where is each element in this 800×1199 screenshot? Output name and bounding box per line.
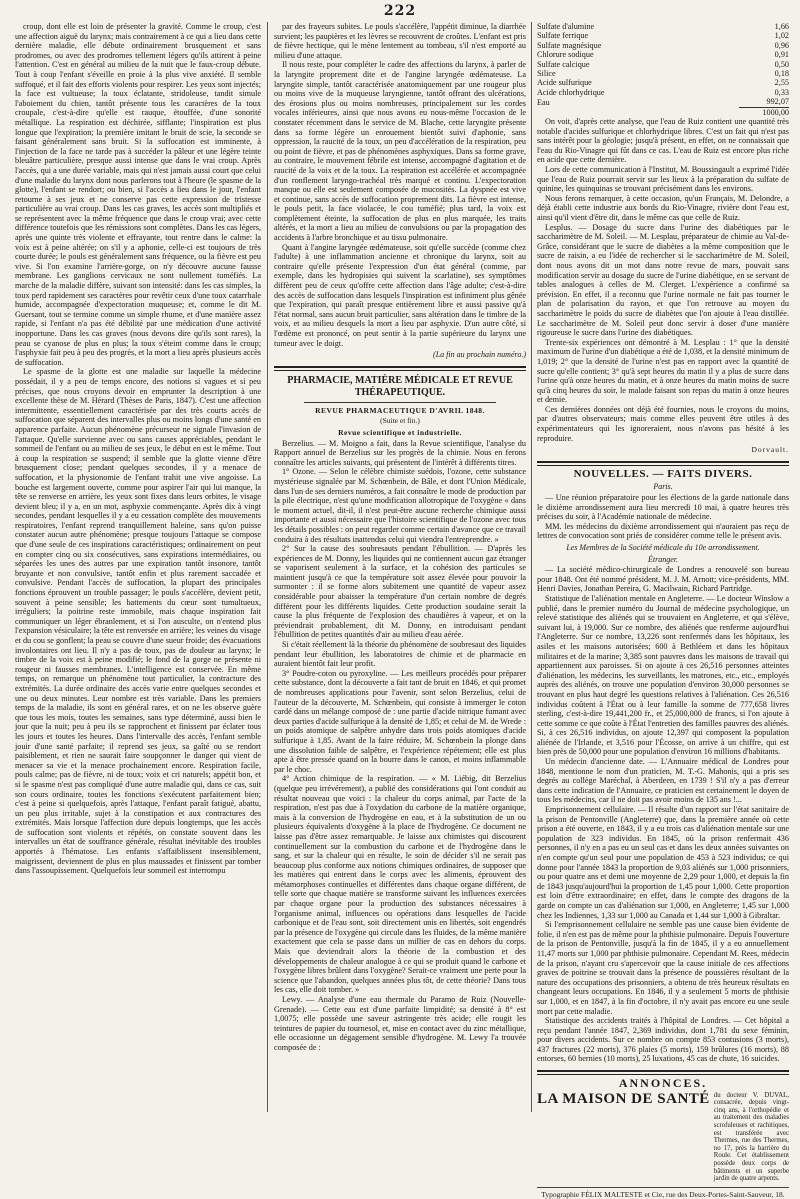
imprint: Typographie FÉLIX MALTESTE et Cie, rue des Deux-Portes-Saint-Sauveur, 18. [537, 1187, 789, 1199]
analysis-value: 0,91 [774, 50, 789, 60]
paragraph: croup, dont elle est loin de présenter la gravité. Comme le croup, c'est une affection aiguë du larynx; mais contrairement à ce qui a lieu dans cette dernière maladie, elle débute ordinairement brusquement et sans prodromes, ou avec des prodromes tellement légers qu'ils attirent à peine l'attention. C'est en général au milieu de la nuit que le faux-croup débute. Tout à coup l'enfant s'éveille en proie à la plus vive anxiété. Il semble suffoqué, et il fait des efforts violents pour respirer. Les yeux sont injectés; la face est vultueuse; la toux éclatante, stridoleuse, tandit simule l'aboiement du chien, tantôt présente tous les caractères de la toux croupale, c'est-à-dire qu'elle est rauque, étouffée, d'une sonorité métallique. La respiration est déchirée, sifflante; l'inspiration est plus longue que l'expiration; la première imitant le bruit de scie, la seconde se faisant généralement sans bruit. Si la suffocation est imminente, à l'injection de la face ne tarde pas à succéder la pâleur et une légère teinte bleuâtre particulière, presque aussi intense que dans le vrai croup. Après l'accès, qui a une durée variable, mais qui n'est jamais aussi court que celui d'une maladie du larynx dont nous parlerons tout à l'heure (le spasme de la glotte), l'enfant se rendort; ou bien, si l'accès a lieu dans le jour, l'enfant retourne à ses jeux et ne conserve pas cette expression de tristesse particulière au vrai croup. Dans les cas graves, les accès sont multipliés et se représentent avec la même fréquence que dans le croup vrai; avec cette différence toutefois que les rémissions sont complètes. Dans les cas légers, après une quinte très violente et effrayante, tout rentre dans le calme: la voix est à peine altérée; on s'il y a aphonie, celle-ci est toujours de très courte durée; le pouls est généralement sans fréquence, ou la fièvre est peu vive. Si l'on examine l'arrière-gorge, on n'y découvre aucune fausse membrane. Les ganglions cervicaux ne sont nullement tuméfiés. La marche de la maladie diffère, suivant son intensité: dans les cas simples, la toux perd rapidement ses caractères pour revêtir ceux d'une toux catarrhale humide, accompagnée d'expectoration muqueuse; et, comme le dit M. Guersant, tout se termine comme un simple rhume, et d'une manière assez rapide, si l'enfant n'a pas été débilité par une médication d'une activité inopportune. Dans les cas graves (nous devons dire qu'ils sont rares), la peau se cyanose de plus en plus; la toux s'éteint comme dans le croup; l'asphyxie fait peu à peu des progrès, et la mort a lieu après plusieurs accès de suffocation. [15, 22, 261, 367]
analysis-row [537, 22, 789, 31]
analysis-value: 1,02 [774, 31, 789, 41]
ad-text: du docteur V. DUVAL, consacrée, depuis vingt-cinq ans, à l'orthopédie et au traitement des maladies scrofuleuses et rachitiques, est transférée avec Thermes, rue des Thermes, no 17, près la barrière du Roule. Cet établissement possède deux corps de bâtiments et un superbe jardin de quatre arpents. [713, 1091, 789, 1183]
analysis-value: 0,96 [774, 40, 789, 50]
divider [304, 402, 496, 403]
paragraph: 2° Sur la cause des soubresauts pendant l'ébullition. — D'après les expériences de M. Donny, les liquides qui ne contiennent aucun gaz étranger se vaporisent seulement à la surface, et la cohésion des particules se maintient jusqu'à ce que la température soit assez élevée pour pouvoir la surmonter : il se forme alors subitement une quantité de vapeur assez considérable pour abaisser la température d'un certain nombre de degrés différent pour les différents liquides. Cette production soudaine serait la cause la plus fréquente de l'explosion des chaudières à vapeur, et on la préviendrait probablement, dit M. Donny, en introduisant pendant l'ébullition de petites quantités d'air au milieu d'eau aérée. [274, 544, 526, 640]
paragraph: Si l'emprisonnement cellulaire ne semble pas une cause bien évidente de folie, il n'en est pas de même pour la phthisie pulmonaire. Depuis l'ouverture de la prison de Pentonville, jusqu'à la fin de 1845, il y a eu annuellement 11,47 morts sur 1,000 par phthisie pulmonaire. Cependant M. Rees, médecin de la prison, n'ayant cru s'apercevoir que la cause initiale de ces affections graves de poitrine se trouvait dans la présence de poussières résultant de la nature des occupations des prisonniers, a obtenu de très heureux résultats en changeant leurs occupations. En 1846, il y a seulement 5 morts de phthisie sur 1,000, et en 1847, à la fin d'octobre, il n'y avait pas encore eu une seule mort par cette maladie. [537, 920, 789, 1016]
ad-headline: LA MAISON DE SANTÉ [537, 1090, 710, 1107]
analysis-substance: Sulfate magnésique [537, 40, 602, 50]
analysis-substance: Sulfate d'alumine [537, 22, 595, 31]
analysis-substance: Chlorure sodique [537, 50, 594, 60]
paragraph: Lewy. — Analyse d'une eau thermale du Paramo de Ruiz (Nouvelle-Grenade). — Cette eau est d'une parfaite limpidité; sa densité à 8° est 1,0075; elle possède une saveur astringente très acide; elle rougit les teintures de papier du tournesol, et, mise en contact avec du zinc métallique, elle occasionne un dégagement sensible d'hydrogène. M. Lewy l'a trouvée composée de : [274, 995, 526, 1052]
analysis-row [537, 78, 789, 87]
continuation-note: (La fin au prochain numéro.) [433, 350, 526, 360]
paragraph: On voit, d'après cette analyse, que l'eau de Ruiz contient une quantité très notable d'acides sulfurique et chlorhydrique libres. C'est un fait qui n'est pas sans intérêt pour la géologie; jusqu'à présent, en effet, on ne connaissait que l'eau du Rio-Vinagre qui fût dans ce cas. L'eau de Ruiz est encore plus riche en acide que cette dernière. [537, 117, 789, 165]
author-signature: Dorvault. [751, 445, 789, 455]
news-title: NOUVELLES. — FAITS DIVERS. [573, 467, 753, 480]
section-divider [274, 366, 526, 371]
analysis-value: 1,66 [774, 22, 789, 31]
column-middle [274, 22, 526, 1112]
paragraph: Statistique des accidents traités à l'hôpital de Londres. — Cet hôpital a reçu pendant l'année 1847, 2,369 individus, dont 1,781 du sexe féminin, pour divers accidents. Sur ce nombre on compte 853 contusions (3 morts), 437 fractures (22 morts), 376 plaies (5 morts), 159 brûlures (16 morts), 88 entorses, 60 hernies (10 morts), 25 luxations, 45 cas de chute, 16 suicides. [537, 1016, 789, 1064]
analysis-row [537, 50, 789, 59]
column-right [537, 22, 789, 1199]
analysis-substance: Acide chlorhydrique [537, 87, 605, 97]
analysis-row [537, 69, 789, 78]
analysis-row [537, 88, 789, 97]
paragraph: Trente-six expériences ont démontré à M. Lesplau : 1° que la densité maximum de l'urine d'un diabétique a été de 1,038, et la densité minimum de 1,019; 2° que la densité de l'urine n'est pas en rapport avec la quantité de sucre qu'elle contient; 3° qu'à sept heures du matin il y a plus de sucre dans l'urine qu'à onze heures du matin, et à onze heures du matin moins de sucre qu'à cinq heures du soir, le malade faisant son repas du matin à onze heures et demie. [537, 337, 789, 405]
section-divider [537, 461, 789, 466]
analysis-substance: Acide sulfurique [537, 78, 592, 88]
paragraph: — Une réunion préparatoire pour les élections de la garde nationale dans le dixième arrondissement aura lieu mercredi 10 mai, à quatre heures très précises du soir, à l'Académie nationale de médecine. [537, 493, 789, 522]
analysis-substance: Sulfate calcique [537, 59, 590, 69]
analysis-value: 0,50 [774, 59, 789, 69]
news-place-foreign: Étranger. [648, 554, 678, 564]
analysis-row [537, 60, 789, 69]
analysis-table [537, 22, 789, 117]
column-left [15, 22, 261, 1112]
paragraph: Berzelius. — M. Moigno a fait, dans la Revue scientifique, l'analyse du Rapport annuel de Berzelius sur les progrès de la chimie. Nous en ferons connaître les articles suivants, qui présentent de l'intérêt à différents titres. [274, 438, 526, 467]
paragraph: Lesplus. — Dosage du sucre dans l'urine des diabétiques par le saccharimètre de M. Soleil. — M. Lesplau, préparateur de chimie au Val-de-Grâce, considérant que le sucre de diabètes a la même composition que le sucre de raisin, a eu l'idée de rechercher si le saccharimètre de M. Soleil, dont nous avons dit un mot dans notre revue de mars, pouvait sans modification servir au dosage du sucre de l'urine diabétique, en se servant de tables analogues à celles de M. Clerget. L'expérience a confirmé sa prévision. En effet, il a reconnu que l'urine normale ne fait pas tourner le plan de polarisation du rayon, et que l'on retrouve au moyen du saccharimètre le poids du sucre de diabètes que l'on ajoute à l'eau distillée. Le saccharimètre de M. Soleil peut donc servir à doser d'une manière rigoureuse le sucre dans l'urine des diabétiques. [537, 222, 789, 338]
paragraph: Le spasme de la glotte est une maladie sur laquelle la médecine possédait, il y a peu de temps encore, des notions si vagues et si peu précises, que nous croyons devoir en emprunter la description à une excellente thèse de M. Hérard (Thèses de Paris, 1847). C'est une affection intermittente, essentiellement caractérisée par des très courts accès de suffocation que séparent des intervalles plus ou moins longs d'une santé en apparence parfaite. Aucun phénomène précurseur ne signale l'invasion de l'attaque. Qu'elle survienne avec ou sans causes appréciables, pendant le sommeil de l'enfant ou au milieu de ses jeux, le début en est le même. Tout à coup la respiration se suspend; il semble que la glotte vienne d'être brusquement close; pendant quelques secondes, il y a menace de suffocation, et la physionomie de l'enfant trahit une vive angoisse. La bouche est largement ouverte, comme pour aspirer l'air qui lui manque, la tête se renverse en arrière, les yeux sont fixes dans leurs orbites, le visage devient bleu; il y a, en un mot, asphyxie commençante. Après dix à vingt secondes, pendant lesquelles il y a eu cessation complète des mouvements respiratoires, l'enfant reprend tranquillement haleine, sans qu'on puisse constater aucun autre phénomène; presque toujours l'attaque se compose que d'une seule de ces inspirations caractéristiques; ordinairement on peut en compter cinq ou six consécutives, sans expirations intermédiaires, ou séparées les unes des autres par une expiration tantôt insonore, tantôt bruyante et non convulsive, tantôt enfin et plus rarement saccadée et convulsive. Pendant l'accès de suffocation, la plupart des principales fonctions éprouvent un trouble passager; le pouls s'accélère, devient petit, souvent à peine sensible; les battements du cœur sont tumultueux, irréguliers; la poitrine reste immobile, mais chaque inspiration fait communiquer un léger ébranlement, et si l'on ausculte, on n'entend plus l'expansion vésiculaire; la tête est renversée en arrière; les veines du visage et du cou se gonflent; la peau se couvre d'une sueur froide; des évacuations involontaires ont lieu. Il n'y a pas de toux, pas de douleur au larynx; le timbre de la voix est à peine modifié; le fond de la gorge ne présente ni rougeur ni fausses membranes. L'intelligence est conservée. En même temps, on remarque un phénomène tout particulier, la contracture des extrémités. La durée ordinaire des accès varie entre quelques secondes et une ou deux minutes. Leur nombre est très variable. Dans les premiers temps de la maladie, ils sont en général rares, et on ne les observe guère que tous les mois, toutes les semaines, sans type déterminé, aussi bien le jour que la nuit; peu à peu ils se rapprochent et finissent par éclater tous les jours et toutes les heures. Dans l'intervalle des accès, l'enfant semble jouir d'une santé parfaite; il reprend ses jeux, sa gaîté ou se rendort paisiblement, et rien ne saurait faire soupçonner le danger qui vient de menacer sa vie et la menace prochainement encore. Respiration facile, pouls calme; pas de fièvre, ni de toux; voix et cri naturels; appétit bon, et si le spasme n'est pas compliqué d'une autre maladie qui, dans ce cas, suit son cours ordinaire, toutes les fonctions s'exécutent parfaitement bien; c'est à peine si quelquefois, après l'attaque, l'enfant paraît fatigué, abattu, un peu plus irritable, sujet à la constipation et aux contractures des extrémités. Mais lorsque l'affection dure depuis longtemps, que les accès de suffocation sont violents et répétés, on constate souvent dans les intervalles un état de souffrance générale, résultat inévitable des troubles apportés à l'hématose. Les enfants s'affaiblissent insensiblement, maigrissent, deviennent de plus en plus maussades et finissent par tomber dans l'assoupissement. Quelquefois leur sommeil est interrompu [15, 367, 261, 876]
analysis-substance: Sulfate ferrique [537, 31, 589, 41]
analysis-row [537, 31, 789, 40]
analysis-substance: Silice [537, 69, 556, 79]
paragraph: Emprisonnement cellulaire. — Il résulte d'un rapport sur l'état sanitaire de la prison de Pentonville (Angleterre) que, dans la première année où cette prison a été ouverte, en 1843, il y a eu trois cas d'aliénation mentale sur une population de 323 individus. En 1845, où la prison renfermait 436 personnes, il n'y en a pas eu un seul cas et dans les deux années suivantes on n'en compte qu'un seul pour une population de 453 à 523 individus; ce qui donne pour l'année 1843 la proportion de 9,03 aliénés sur 1,000 prisonniers, ou pour quatre ans et demi une moyenne de 2,29 pour 1,000, et depuis la fin de 1843 jusqu'aujourd'hui la proportion de 1,45 pour 1,000. Cette proportion est loin d'être extraordinaire; en effet, dans le compte des dragons de la garde on compte un cas d'aliénation sur 1,000, en Angleterre; 1,45 sur 1,000 chez les Indiennes, 1,33 sur 1,000 au Canada et 1,44 sur 1,000 à Gibraltar. [537, 805, 789, 920]
analysis-value: 0,18 [774, 69, 789, 79]
paragraph: MM. les médecins du dixième arrondissement qui n'auraient pas reçu de lettres de convocation sont priés de considérer comme telle le présent avis. [537, 521, 789, 541]
review-heading: Revue scientifique et industrielle. [338, 427, 462, 437]
analysis-substance: Eau [537, 97, 550, 107]
paragraph: Il nous reste, pour compléter le cadre des affections du larynx, à parler de la laryngite proprement dite et de l'angine laryngée œdémateuse. La laryngite simple, tantôt caractérisée anatomiquement par une rougeur plus ou moins vive de la muqueuse laryngienne, tantôt offrant des ulcérations, des érosions plus ou moins nombreuses, principalement sur les cordes vocales inférieures, ainsi que nous avons eu nous-même l'occasion de le constater récemment dans le service de M. Blache, cette laryngite présente dans sa forme légère un enrouement bientôt suivi d'aphonie, sans oppression, la raucité de la toux, un peu d'accélération de la respiration, peu ou point de fièvre, et pas de phénomènes asphyxiques. Dans sa forme grave, au contraire, le mouvement fébrile est intense, accompagné d'agitation et de raucité de la voix et de la toux. La respiration est accélérée et accompagnée d'un ronflement laryngo-trachéal très marqué et continu. L'expectoration manque ou elle est seulement composée de mucosités. La dyspnée est vive et continue, sans accès de suffocation proprement dits. La fièvre est intense, le pouls petit, la face violacée, le cou tuméfié; plus tard, la voix est complètement éteinte, la suffocation de plus en plus marquée, les traits altérés, et la mort a lieu au milieu de convulsions ou par la propagation des accidents à l'arbre bronchique et au tissu pulmonaire. [274, 60, 526, 243]
paragraph: 4° Action chimique de la respiration. — « M. Liébig, dit Berzelius (quelque peu irrévérement), a publié des considérations qui l'ont conduit au résultat nouveau que voici : la chaleur du corps animal, par l'acte de la respiration, n'est pas due à l'oxydation du carbone de la matière organique, mais à la conversion de l'hydrogène en eau, et à la substitution de un ou plusieurs équivalents d'oxygène à la place de l'hydrogène. Ce document ne laisse pas d'être assez remarquable. Je laisse aux chimistes qui discourent continuellement sur la combustion du carbone et de l'hydrogène dans le sang, et sur la chaleur qui en résulte, le soin de décider s'il ne serait pas beaucoup plus conforme aux notions chimiques ordinaires, de supposer que les matières qui entrent dans le corps avec les aliments, éprouvent des métamorphoses continuelles et différentes dans chaque organe différent, de telle sorte que chaque matière se transforme suivant les influences exercées par chaque organe pour la production des substances nécessaires à l'organisme animal, influences ou opérations dans lesquelles de l'acide carbonique et de l'eau sont, soit directement unis en libertés, soit engendrés par la présence de l'oxygène qui circule dans les fluides, de la même manière exactement que cela se passe dans un millier de cas en dehors du corps. Mais que deviendrait alors la théorie de la combustion et des développements de chaleur analogue à ce qui se produit quand le carbone et l'oxygène libres brûlent dans l'oxygène? Serait-ce vraiment une perte pour la science que l'abandon, quelques années plus tôt, de cette théorie? Dans tous les cas, elle doit tomber. » [274, 774, 526, 995]
section-divider [537, 1070, 789, 1075]
paragraph: Ces dernières données ont déjà été fournies, nous le croyons du moins, par d'autres observateurs; mais comme elles peuvent être utiles à des expérimentateurs qui les ignoreraient, nous n'avons pas hésité à les reproduire. [537, 404, 789, 443]
news-signature: Les Membres de la Société médicale du 10e arrondissement. [566, 543, 760, 552]
paragraph: Statistique de l'aliénation mentale en Angleterre. — Le docteur Winslow a publié, dans le premier numéro du Journal de médecine psychologique, un relevé statistique des aliénés qui se trouvaient en Angleterre, et qui s'élève, suivant lui, à 19,000. Sur ce nombre, des aliénés que renferme aujourd'hui l'Angleterre. Sur ce nombre, 13,226 sont renfermés dans les hôpitaux, les asiles et les maisons autorisées; 600 à Bethléem et dans les hôpitaux militaires et de la marine; 3,385 sont pauvres dans les maisons de travail qui appartiennent aux paroisses. Si on ajoute à ces 26,516 personnes atteintes d'aliénation, les médecins, les surveillants, les matrones, etc., etc., employés auprès des aliénés, on trouve une population d'environ 30,000 personnes se trouvant en plus haut degré les questions relatives à l'aliénation. Ces 26,516 individus coûtent à l'État ou à leur famille la somme de 777,658 livres sterling, c'est-à-dire 19,441,200 fr., et 25,000,000 de francs, si l'on ajoute à cette somme ce que coûte à l'État l'entretien des familles pauvres des aliénés. Si, à ces 26,516 individus, on ajoute 12,397 qui composent la population aliénée de l'Irlande, et 3,516 pour l'Écosse, on arrive à un chiffre, qui est bien près de 50,000 pour une population d'environ 16 millions d'habitants. [537, 593, 789, 757]
analysis-value: 2,55 [774, 78, 789, 88]
paragraph: Un médecin d'ancienne date. — L'Annuaire médical de Londres pour 1848, mentionne le nom d'un praticien, M. T.-G. Mahonis, qui a pris ses degrés au collège Maréchal, à Aberdeen, en 1739 ! S'il n'y a pas d'erreur dans cette indication de l'Annuaire, ce praticien est certainement le doyen de tous les médecins, car il ne doit pas avoir moins de 135 ans !... [537, 757, 789, 805]
analysis-row [537, 41, 789, 50]
review-subtitle: (Suite et fin.) [380, 416, 420, 426]
paragraph: Si c'était réellement là la théorie du phénomène de soubresaut des liquides pendant leur ébullition, les laboratoires de chimie et de pharmacie en auraient bientôt fait leur profit. [274, 640, 526, 669]
paragraph: 3° Poudre-coton ou pyroxyline. — Les meilleurs procédés pour préparer cette substance, dont la découverte a fait tant de bruit en 1846, et qui promet de nombreuses applications pour l'avenir, sont selon Berzelius, celui de l'auteur de la découverte, M. Schœnbein, qui consiste à immerger le coton cardé dans un mélange composé de : une partie d'acide nitrique fumant avec deux parties d'acide sulfurique à la densité de 1,85; et celui de M. de Wrede : un poids atomique de salpêtre anhydre dans trois poids atomiques d'acide sulfurique à 1,85. Avant de la faire réduire, M. Schœnbein la plonge dans une dissolution faible de salpêtre, et l'expérience répétement; elle est plus apte à être pressée quand on la bourre dans le canon, et moins inflammable par le choc. [274, 668, 526, 774]
column-divider [267, 22, 268, 1112]
advertisement [537, 1092, 789, 1183]
analysis-value: 992,07 [766, 97, 789, 107]
analysis-total: 1000,00 [739, 107, 789, 117]
section-title: PHARMACIE, MATIÈRE MÉDICALE ET REVUE THÉRAPEUTIQUE. [287, 374, 513, 398]
analysis-row [537, 97, 789, 107]
paragraph: — La société médico-chirurgicale de Londres a renouvelé son bureau pour 1848. Ont été nommé président, M. J. M. Arnott; vice-présidents, MM. Henri Davies, Jonathan Pereira, G. Macilwain, Richard Partridge. [537, 565, 789, 594]
paragraph: par des frayeurs subites. Le pouls s'accélère, l'appétit diminue, la diarrhée survient; les paupières et les lèvres se recouvrent de croûtes. L'enfant est pris de fièvre hectique, qui le mène lentement au tombeau, s'il n'est emporté au milieu d'une attaque. [274, 22, 526, 60]
paragraph: Quant à l'angine laryngée œdémateuse, soit qu'elle succède (comme chez l'adulte) à une inflammation ancienne et chronique du larynx, soit au contraire qu'elle présente l'expression d'un état général (comme, par exemple, dans les hydropisies qui suivent la scarlatine), ses symptômes diffèrent peu de ceux qu'offre cette affection dans l'âge adulte; c'est-à-dire des accès de suffocation dans lesquels l'inspiration est infiniment plus gênée que l'expiration, qui paraît presque entièrement libre et aussi passive qu'à l'état normal, sans aucun bruit particulier, sans altération dans le timbre de la voix, et au milieu desquels la mort a lieu par asphyxie. D'un autre côté, si l'œdème est prononcé, on peut sentir à la partie supérieure du larynx une tumeur avec le doigt. [274, 242, 526, 348]
announcements-title: ANNONCES. [618, 1076, 708, 1091]
paragraph: Lors de cette communication à l'Institut, M. Boussingault a exprimé l'idée que l'eau de Ruiz pourrait servir sur les lieux à la préparation du sulfate de quinine, les quinquinas se trouvant précisément dans les environs. [537, 165, 789, 194]
paragraph: 1° Ozone. — Selon le célèbre chimiste suédois, l'ozone, cette substance mystérieuse signalée par M. Schœnbein, de Bâle, et dont l'Union Médicale, dans l'un de ses derniers numéros, a fait connaître le mode de production par la pile électrique, n'est qu'une modification allotropique de l'oxygène « dans le moment actuel, dit-il, il n'est peut-être aucune recherche chimique aussi importante et aussi nécessaire que l'histoire scientifique de l'ozone avec tous les détails possibles : on peut regarder comme certain d'avance que ce travail conduira à des résultats inattendus celui qui viendra l'entreprendre. » [274, 467, 526, 544]
paragraph: Nous ferons remarquer, à cette occasion, qu'un Français, M. Delondre, a déjà établi cette industrie aux bords du Rio-Vinagre, rivière dont l'eau est, ainsi qu'il vient d'être dit, dans le même cas que celle de Ruiz. [537, 193, 789, 222]
review-title: REVUE PHARMACEUTIQUE D'AVRIL 1848. [315, 405, 485, 415]
page-number: 222 [383, 3, 417, 19]
news-place-paris: Paris. [653, 482, 673, 492]
column-divider [531, 22, 532, 1112]
analysis-value: 0,33 [774, 87, 789, 97]
